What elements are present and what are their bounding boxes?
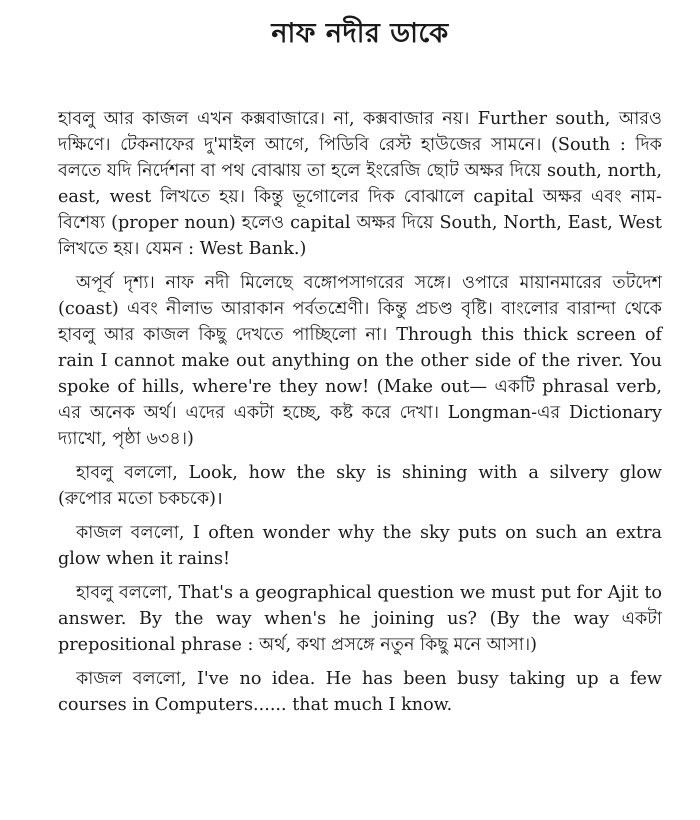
paragraph-5: হাবলু বললো, That's a geographical question we must put for Ajit to answer. By the way when's he joining us? (By the way একটা prepositional phrase : অর্থ, কথা প্রসঙ্গে নতুন কিছু মনে আসা।) [58, 583, 662, 655]
paragraph-1: হাবলু আর কাজল এখন কক্সবাজারে। না, কক্সবাজার নয়। Further south, আরও দক্ষিণে। টেকনাফের দু'মাইল আগে, পিডিবি রেস্ট হাউজের সামনে। (South : দিক বলতে যদি নির্দেশনা বা পথ বোঝায় তা হলে ইংরেজি ছোট অক্ষর দিয়ে south, north, east, west লিখতে হয়। কিন্তু ভূগোলের দিক বোঝালে capital অক্ষর এবং নাম-বিশেষ্য (proper noun) হলেও capital অক্ষর দিয়ে South, North, East, West লিখতে হয়। যেমন : West Bank.) [58, 109, 662, 259]
page-body [58, 106, 662, 718]
chapter-title: নাফ নদীর ডাকে [271, 18, 449, 49]
paragraph-4: কাজল বললো, I often wonder why the sky puts on such an extra glow when it rains! [58, 523, 662, 569]
paragraph-2: অপূর্ব দৃশ্য। নাফ নদী মিলেছে বঙ্গোপসাগরের সঙ্গে। ওপারে মায়ানমারের তটদেশ (coast) এবং নীলাভ আরাকান পর্বতশ্রেণী। কিন্তু প্রচণ্ড বৃষ্টি। বাংলোর বারান্দা থেকে হাবলু আর কাজল কিছু দেখতে পাচ্ছিলো না। Through this thick screen of rain I cannot make out anything on the other side of the river. You spoke of hills, where're they now! (Make out— একটি phrasal verb, এর অনেক অর্থ। এদের একটা হচ্ছে, কষ্ট করে দেখা। Longman-এর Dictionary দ্যাখো, পৃষ্ঠা ৬৩৪।) [58, 273, 662, 449]
paragraph-6: কাজল বললো, I've no idea. He has been busy taking up a few courses in Computers...... that much I know. [58, 669, 662, 715]
paragraph-3: হাবলু বললো, Look, how the sky is shining with a silvery glow (রুপোর মতো চকচকে)। [58, 463, 662, 509]
